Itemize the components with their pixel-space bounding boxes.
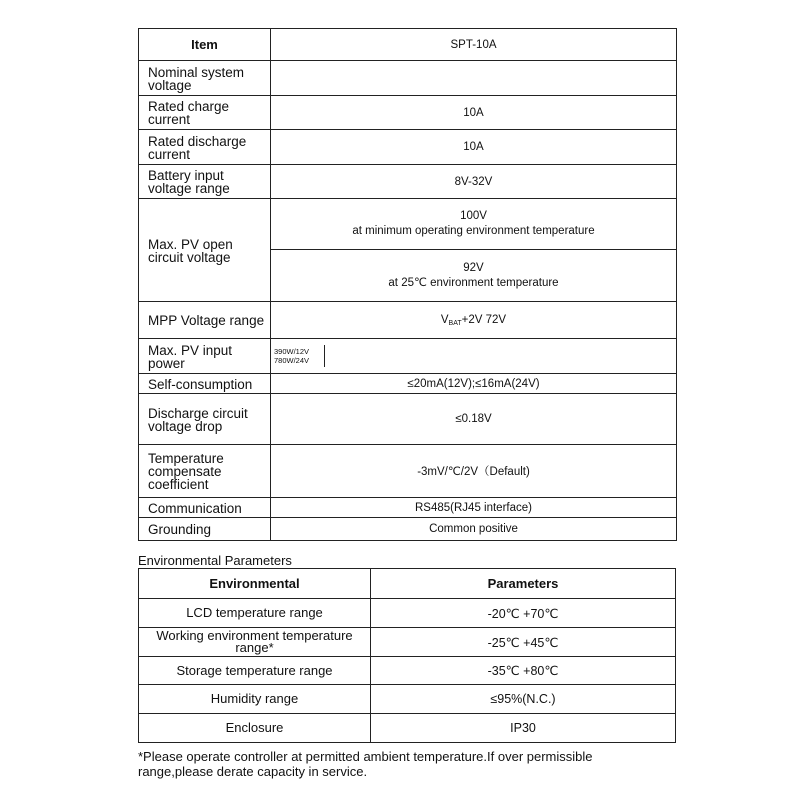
max-pv-open-value-min-temp — [271, 199, 677, 250]
spec-row-mpp-voltage — [139, 302, 677, 339]
mpp-voltage-value — [271, 302, 677, 339]
discharge-drop-value: ≤0.18V — [271, 394, 677, 445]
spec-header-row — [139, 29, 677, 61]
rated-charge-value: 10A — [271, 96, 677, 130]
max-pv-power-box — [271, 345, 325, 367]
env-row-value: ≤95%(N.C.) — [371, 685, 676, 714]
item-header: Item — [139, 29, 271, 61]
rated-discharge-value: 10A — [271, 130, 677, 165]
spec-row-rated-charge — [139, 96, 677, 130]
rated-charge-label: Rated charge current — [139, 96, 271, 130]
env-row-humidity — [139, 685, 676, 714]
env-row-value: -25℃ +45℃ — [371, 628, 676, 657]
nominal-voltage-label: Nominal system voltage — [139, 61, 271, 96]
spec-row-communication — [139, 498, 677, 518]
communication-label: Communication — [139, 498, 271, 518]
env-section-title: Environmental Parameters — [138, 553, 292, 568]
footnote: *Please operate controller at permitted ambient temperature.If over permissible range,please derate capacity in service. — [138, 749, 593, 779]
self-consumption-label: Self-consumption — [139, 374, 271, 394]
env-row-enclosure — [139, 714, 676, 743]
env-header-row — [139, 569, 676, 599]
max-pv-open-25c-main: 92V — [463, 261, 484, 274]
mpp-voltage-subscript: BAT — [448, 319, 462, 327]
spec-row-max-pv-open-a — [139, 199, 677, 250]
self-consumption-value: ≤20mA(12V);≤16mA(24V) — [271, 374, 677, 394]
env-row-label: LCD temperature range — [139, 599, 371, 628]
spec-row-temp-comp — [139, 445, 677, 498]
nominal-voltage-value — [271, 61, 677, 96]
mpp-voltage-prefix: V — [440, 313, 449, 326]
max-pv-power-value — [271, 339, 677, 374]
max-pv-power-12v: 390W/12V — [274, 347, 310, 356]
env-row-label: Working environment temperature range* — [139, 628, 371, 657]
battery-input-value: 8V-32V — [271, 165, 677, 199]
spec-row-discharge-drop — [139, 394, 677, 445]
env-row-storage — [139, 657, 676, 685]
env-row-value: -20℃ +70℃ — [371, 599, 676, 628]
max-pv-open-min-temp-note: at minimum operating environment temperature — [352, 225, 595, 237]
env-row-label: Enclosure — [139, 714, 371, 743]
max-pv-power-24v: 780W/24V — [274, 356, 310, 365]
model-header: SPT-10A — [271, 29, 677, 61]
env-row-value: -35℃ +80℃ — [371, 657, 676, 685]
discharge-drop-label: Discharge circuit voltage drop — [139, 394, 271, 445]
spec-row-grounding — [139, 518, 677, 541]
env-row-working — [139, 628, 676, 657]
spec-row-max-pv-power — [139, 339, 677, 374]
env-row-label: Humidity range — [139, 685, 371, 714]
rated-discharge-label: Rated discharge current — [139, 130, 271, 165]
max-pv-open-25c-note: at 25℃ environment temperature — [388, 276, 559, 289]
temp-comp-label: Temperature compensate coefficient — [139, 445, 271, 498]
max-pv-open-label: Max. PV open circuit voltage — [139, 199, 271, 302]
env-row-lcd — [139, 599, 676, 628]
env-row-label: Storage temperature range — [139, 657, 371, 685]
env-table — [138, 568, 676, 743]
communication-value: RS485(RJ45 interface) — [271, 498, 677, 518]
max-pv-power-label: Max. PV input power — [139, 339, 271, 374]
mpp-voltage-suffix: +2V 72V — [461, 313, 507, 326]
spec-row-rated-discharge — [139, 130, 677, 165]
spec-row-nominal-voltage — [139, 61, 677, 96]
temp-comp-value: -3mV/℃/2V（Default) — [271, 445, 677, 498]
env-row-value: IP30 — [371, 714, 676, 743]
params-col-header: Parameters — [371, 569, 676, 599]
spec-row-self-consumption — [139, 374, 677, 394]
grounding-value: Common positive — [271, 518, 677, 541]
env-col-header: Environmental — [139, 569, 371, 599]
spec-row-battery-input — [139, 165, 677, 199]
max-pv-open-min-temp-main: 100V — [460, 210, 487, 222]
mpp-voltage-label: MPP Voltage range — [139, 302, 271, 339]
battery-input-label: Battery input voltage range — [139, 165, 271, 199]
spec-table — [138, 28, 677, 541]
max-pv-open-value-25c — [271, 250, 677, 302]
grounding-label: Grounding — [139, 518, 271, 541]
